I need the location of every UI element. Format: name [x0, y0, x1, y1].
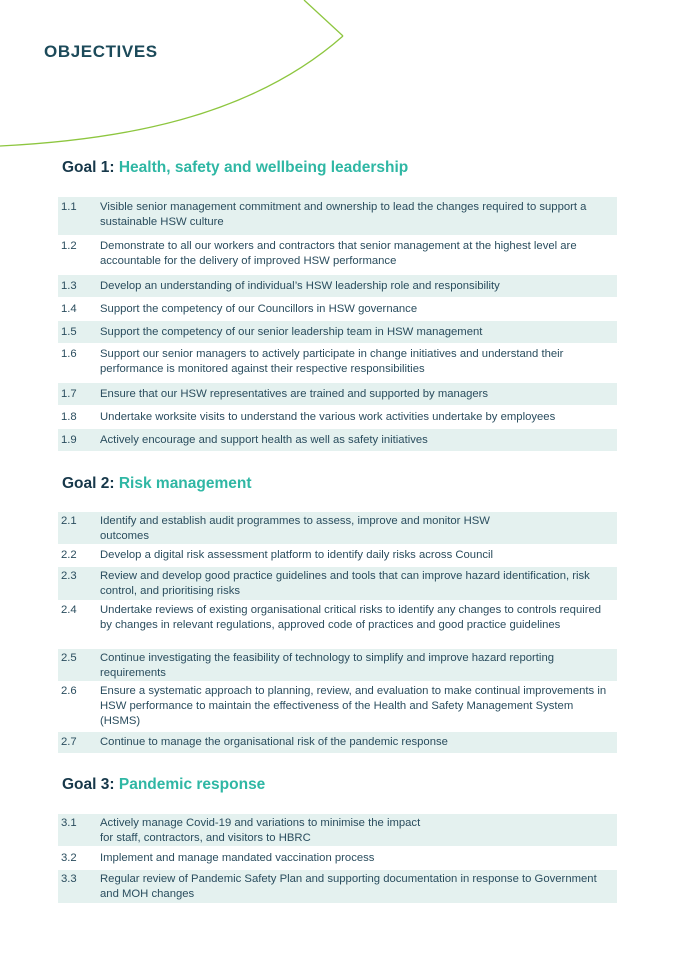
row-text: Identify and establish audit programmes to assess, improve and monitor HSW outcomes [100, 515, 490, 542]
table-row [58, 847, 617, 870]
row-number: 2.6 [61, 685, 77, 697]
row-number: 3.1 [61, 817, 77, 829]
row-number: 1.3 [61, 280, 77, 292]
table-row [58, 649, 617, 682]
table-row [58, 406, 617, 429]
row-number: 1.1 [61, 201, 77, 213]
goal-2-prefix: Goal 2: [62, 475, 115, 492]
row-text: Review and develop good practice guidelines and tools that can improve hazard identification, risk control, and prioritising risks [100, 570, 590, 597]
row-number: 2.2 [61, 549, 77, 561]
row-text: Support the competency of our Councillors in HSW governance [100, 303, 418, 315]
table-row [58, 682, 617, 732]
table-row [58, 545, 617, 567]
row-number: 2.4 [61, 604, 77, 616]
table-row [58, 236, 617, 275]
table-row [58, 344, 617, 383]
row-text: Continue investigating the feasibility of technology to simplify and improve hazard reporting requirements [100, 652, 555, 679]
table-row [58, 567, 617, 601]
goal-1-name: Health, safety and wellbeing leadership [118, 159, 409, 176]
goal-1-table [58, 197, 617, 452]
goal-2-table [58, 512, 617, 754]
row-number: 1.6 [61, 348, 77, 360]
goal-1-heading [62, 159, 408, 177]
row-text: Actively manage Covid-19 and variations to minimise the impact for staff, contractors, and visitors to HBRC [100, 817, 421, 844]
goal-3-name: Pandemic response [118, 776, 266, 793]
row-text: Support our senior managers to actively participate in change initiatives and understand their performance is monitored against their respective responsibilities [100, 348, 564, 375]
goal-2-heading [62, 475, 252, 493]
table-row [58, 275, 617, 298]
table-row [58, 814, 617, 847]
row-text: Ensure that our HSW representatives are trained and supported by managers [100, 388, 489, 400]
row-number: 2.7 [61, 736, 77, 748]
table-row [58, 870, 617, 904]
goal-2-name: Risk management [118, 475, 252, 492]
goal-3-table [58, 814, 617, 904]
goal-3-heading [62, 776, 265, 794]
table-row [58, 732, 617, 754]
goal-3-prefix: Goal 3: [62, 776, 115, 793]
row-number: 1.9 [61, 434, 77, 446]
row-text: Continue to manage the organisational risk of the pandemic response [100, 736, 448, 748]
row-text: Actively encourage and support health as well as safety initiatives [100, 434, 428, 446]
table-row [58, 429, 617, 452]
row-text: Develop an understanding of individual’s HSW leadership role and responsibility [100, 280, 500, 292]
table-row [58, 601, 617, 649]
row-text: Regular review of Pandemic Safety Plan and supporting documentation in response to Government and MOH changes [100, 873, 597, 900]
row-text: Ensure a systematic approach to planning, review, and evaluation to make continual improvements in HSW performance to maintain the effectiveness of the Health and Safety Management System (HSMS) [100, 685, 607, 727]
page-title: OBJECTIVES [44, 42, 158, 61]
row-text: Demonstrate to all our workers and contractors that senior management at the highest level are accountable for the delivery of improved HSW performance [100, 240, 577, 267]
row-number: 3.3 [61, 873, 77, 885]
row-number: 1.8 [61, 411, 77, 423]
row-number: 1.4 [61, 303, 77, 315]
row-number: 1.2 [61, 240, 77, 252]
row-number: 2.1 [61, 515, 77, 527]
table-row [58, 321, 617, 344]
row-text: Support the competency of our senior leadership team in HSW management [100, 326, 483, 338]
row-number: 3.2 [61, 852, 77, 864]
row-text: Undertake worksite visits to understand the various work activities undertake by employees [100, 411, 556, 423]
row-number: 2.3 [61, 570, 77, 582]
row-number: 2.5 [61, 652, 77, 664]
goal-1-prefix: Goal 1: [62, 159, 115, 176]
table-row [58, 512, 617, 545]
table-row [58, 383, 617, 406]
row-number: 1.7 [61, 388, 77, 400]
table-row [58, 197, 617, 236]
row-text: Implement and manage mandated vaccination process [100, 852, 375, 864]
row-number: 1.5 [61, 326, 77, 338]
row-text: Develop a digital risk assessment platform to identify daily risks across Council [100, 549, 494, 561]
row-text: Undertake reviews of existing organisational critical risks to identify any changes to controls required by changes in relevant regulations, approved code of practices and good practice guidelines [100, 604, 602, 631]
row-text: Visible senior management commitment and ownership to lead the changes required to support a sustainable HSW culture [100, 201, 587, 228]
decorative-curve [0, 0, 675, 160]
table-row [58, 298, 617, 321]
